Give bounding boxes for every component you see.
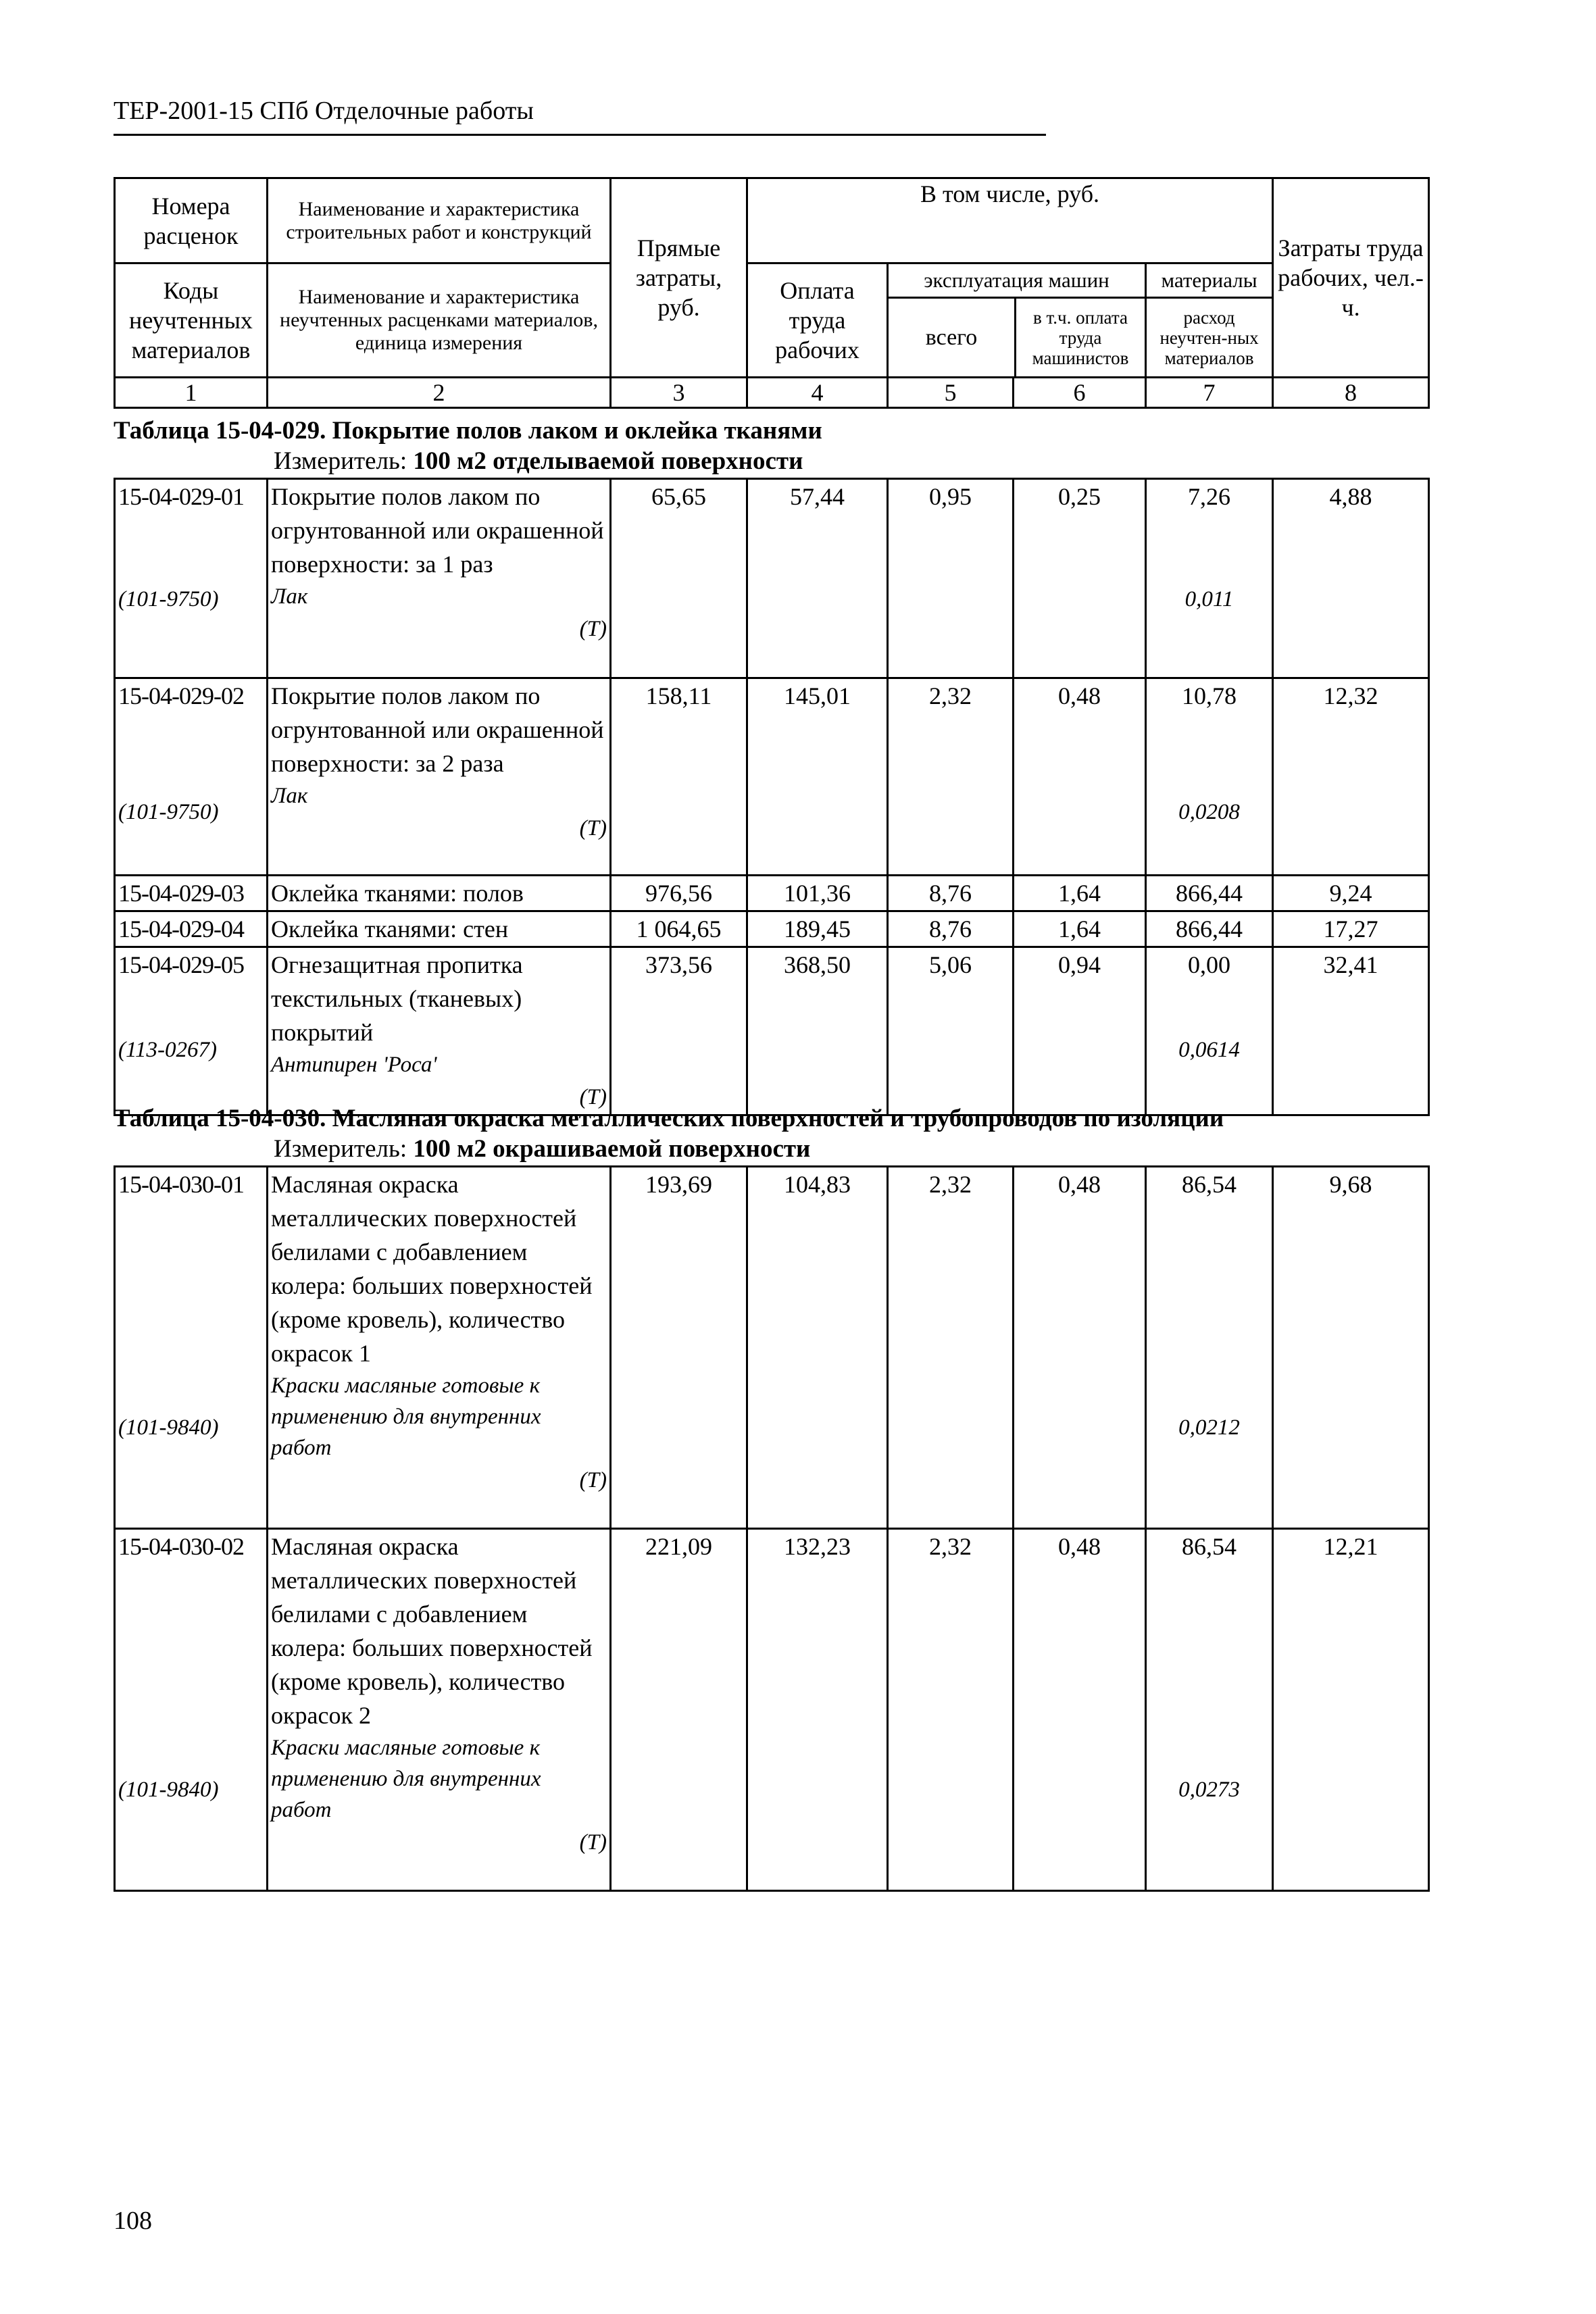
material-code: (101-9840) <box>118 1415 219 1440</box>
material-qty: 0,0208 <box>1178 800 1240 824</box>
meter-label: Измеритель: <box>274 1135 407 1163</box>
materials-cost: 0,00 <box>1188 951 1230 978</box>
machines-total: 2,32 <box>888 1529 1014 1891</box>
rate-code: 15-04-030-02 <box>118 1533 244 1560</box>
work-name: Оклейка тканями: стен <box>268 911 611 947</box>
machinist-pay: 0,25 <box>1014 479 1146 678</box>
meter-value: 100 м2 отделываемой поверхности <box>413 447 803 475</box>
machines-total: 2,32 <box>888 1167 1014 1529</box>
materials-cost: 7,26 <box>1188 483 1230 510</box>
material-name: Лак <box>271 784 308 808</box>
materials-cost: 866,44 <box>1146 911 1273 947</box>
rate-code: 15-04-030-01 <box>118 1171 244 1198</box>
labor-pay: 104,83 <box>747 1167 888 1529</box>
work-name-cell <box>268 1529 611 1891</box>
col8-header: Затраты труда рабочих, чел.-ч. <box>1273 178 1429 378</box>
labor-pay: 368,50 <box>747 947 888 1115</box>
machinist-pay: 0,48 <box>1014 678 1146 876</box>
labor-hours: 4,88 <box>1273 479 1429 678</box>
labor-hours: 9,24 <box>1273 876 1429 911</box>
rate-code: 15-04-029-01 <box>118 483 244 510</box>
type-flag: (Т) <box>579 1830 607 1855</box>
material-name: Антипирен 'Роса' <box>271 1053 437 1077</box>
meter-value: 100 м2 окрашиваемой поверхности <box>413 1135 811 1163</box>
labor-hours: 32,41 <box>1273 947 1429 1115</box>
table1-caption: Таблица 15-04-029. Покрытие полов лаком и оклейка тканями <box>114 417 822 445</box>
direct-cost: 193,69 <box>611 1167 747 1529</box>
type-flag: (Т) <box>579 617 607 641</box>
materials-header-cell <box>1146 263 1273 378</box>
table-row <box>115 911 1429 947</box>
col-number: 1 <box>115 378 268 408</box>
materials-header: материалы <box>1147 264 1272 299</box>
work-name: Покрытие полов лаком по огрунтованной или окрашенной поверхности: за 2 раза <box>271 682 604 777</box>
machines-total: 8,76 <box>888 911 1014 947</box>
direct-cost: 65,65 <box>611 479 747 678</box>
work-name-cell <box>268 1167 611 1529</box>
material-name: Краски масляные готовые к применению для внутренних работ <box>271 1374 541 1460</box>
labor-hours: 12,21 <box>1273 1529 1429 1891</box>
rate-code: 15-04-029-02 <box>118 682 244 709</box>
direct-cost: 158,11 <box>611 678 747 876</box>
material-qty: 0,0273 <box>1178 1778 1240 1802</box>
work-name-cell <box>268 947 611 1115</box>
materials-cost: 866,44 <box>1146 876 1273 911</box>
table-row <box>115 1529 1429 1891</box>
group-header: В том числе, руб. <box>747 178 1273 263</box>
page-number: 108 <box>114 2207 152 2235</box>
materials-cell <box>1146 479 1273 678</box>
work-name: Огнезащитная пропитка текстильных (тканевых) покрытий <box>271 951 523 1046</box>
col-number: 8 <box>1273 378 1429 408</box>
direct-cost: 373,56 <box>611 947 747 1115</box>
work-name: Масляная окраска металлических поверхностей белилами с добавлением колера: больших поверхностей (кроме кровель), количество окрасок 2 <box>271 1533 593 1729</box>
materials-cell <box>1146 1529 1273 1891</box>
material-code: (101-9750) <box>118 800 219 824</box>
work-name: Покрытие полов лаком по огрунтованной или окрашенной поверхности: за 1 раз <box>271 483 604 578</box>
work-name: Оклейка тканями: полов <box>268 876 611 911</box>
direct-cost: 1 064,65 <box>611 911 747 947</box>
material-code: (101-9750) <box>118 587 219 611</box>
col1-header-bottom: Коды неучтенных материалов <box>115 263 268 378</box>
col2-header-bottom: Наименование и характеристика неучтенных расценками материалов, единица измерения <box>268 263 611 378</box>
direct-cost: 221,09 <box>611 1529 747 1891</box>
direct-cost: 976,56 <box>611 876 747 911</box>
rate-code-cell <box>115 479 268 678</box>
col-number: 4 <box>747 378 888 408</box>
rate-code: 15-04-029-03 <box>115 876 268 911</box>
materials-cost: 86,54 <box>1182 1533 1237 1560</box>
type-flag: (Т) <box>579 1468 607 1492</box>
labor-pay: 145,01 <box>747 678 888 876</box>
table2-caption: Таблица 15-04-030. Масляная окраска металлических поверхностей и трубопроводов по изоляции <box>114 1105 1224 1132</box>
rate-code: 15-04-029-05 <box>118 951 244 978</box>
machines-subheader <box>889 299 1145 376</box>
work-name-cell <box>268 678 611 876</box>
material-qty: 0,0212 <box>1178 1415 1240 1440</box>
table-row <box>115 947 1429 1115</box>
material-qty: 0,0614 <box>1178 1038 1240 1062</box>
col1-header-top: Номера расценок <box>115 178 268 263</box>
materials-cell <box>1146 1167 1273 1529</box>
rate-code-cell <box>115 678 268 876</box>
rate-code: 15-04-029-04 <box>115 911 268 947</box>
rate-code-cell <box>115 1167 268 1529</box>
labor-pay: 132,23 <box>747 1529 888 1891</box>
col3-header: Прямые затраты, руб. <box>611 178 747 378</box>
machines-total: 8,76 <box>888 876 1014 911</box>
table1-meter <box>274 446 803 477</box>
machines-total: 0,95 <box>888 479 1014 678</box>
col-number: 5 <box>888 378 1014 408</box>
col-number: 3 <box>611 378 747 408</box>
col2-header-top: Наименование и характеристика строительных работ и конструкций <box>268 178 611 263</box>
machinist-pay: 1,64 <box>1014 876 1146 911</box>
labor-pay: 101,36 <box>747 876 888 911</box>
machinist-pay: 0,94 <box>1014 947 1146 1115</box>
type-flag: (Т) <box>579 816 607 840</box>
page-header <box>114 95 1046 136</box>
table-row <box>115 479 1429 678</box>
machines-total: 2,32 <box>888 678 1014 876</box>
document-title: ТЕР-2001-15 СПб Отделочные работы <box>114 97 534 125</box>
machines-header-cell <box>888 263 1146 378</box>
machinist-pay: 0,48 <box>1014 1529 1146 1891</box>
type-flag: (Т) <box>579 1085 607 1109</box>
machinist-pay: 1,64 <box>1014 911 1146 947</box>
material-code: (113-0267) <box>118 1038 218 1062</box>
table-row <box>115 876 1429 911</box>
table2 <box>114 1165 1430 1892</box>
labor-hours: 12,32 <box>1273 678 1429 876</box>
col4-header: Оплата труда рабочих <box>747 263 888 378</box>
machines-header: эксплуатация машин <box>889 264 1145 299</box>
table1 <box>114 478 1430 1116</box>
table-row <box>115 678 1429 876</box>
rate-code-cell <box>115 947 268 1115</box>
machinist-pay: 0,48 <box>1014 1167 1146 1529</box>
column-header-table <box>114 177 1430 409</box>
col-number: 7 <box>1146 378 1273 408</box>
labor-pay: 189,45 <box>747 911 888 947</box>
rate-code-cell <box>115 1529 268 1891</box>
materials-cell <box>1146 947 1273 1115</box>
machines-total: 5,06 <box>888 947 1014 1115</box>
col7-header: расход неучтен-ных материалов <box>1159 307 1259 368</box>
materials-cost: 10,78 <box>1182 682 1237 709</box>
materials-cost: 86,54 <box>1182 1171 1237 1198</box>
material-qty: 0,011 <box>1184 587 1234 611</box>
col-number: 6 <box>1014 378 1146 408</box>
work-name-cell <box>268 479 611 678</box>
material-name: Краски масляные готовые к применению для внутренних работ <box>271 1736 541 1822</box>
table-row <box>115 1167 1429 1529</box>
header-rule <box>114 134 1046 136</box>
work-name: Масляная окраска металлических поверхностей белилами с добавлением колера: больших поверхностей (кроме кровель), количество окрасок 1 <box>271 1171 593 1367</box>
materials-cell <box>1146 678 1273 876</box>
labor-pay: 57,44 <box>747 479 888 678</box>
material-code: (101-9840) <box>118 1778 219 1802</box>
meter-label: Измеритель: <box>274 447 407 475</box>
col-number: 2 <box>268 378 611 408</box>
col6-header: в т.ч. оплата труда машинистов <box>1032 307 1129 368</box>
labor-hours: 9,68 <box>1273 1167 1429 1529</box>
table2-meter <box>274 1134 810 1165</box>
material-name: Лак <box>271 584 308 609</box>
labor-hours: 17,27 <box>1273 911 1429 947</box>
col5-header: всего <box>889 299 1016 376</box>
